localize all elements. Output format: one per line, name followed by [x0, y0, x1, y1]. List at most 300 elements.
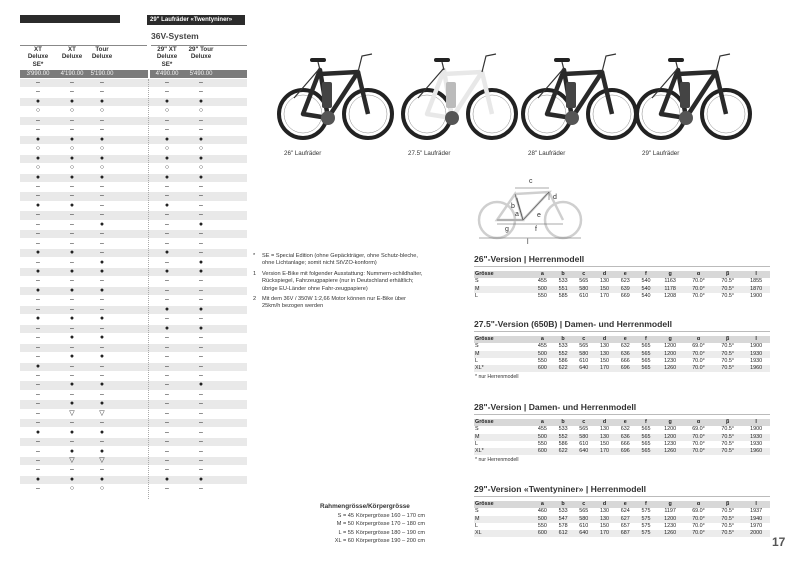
spec-cell: ●	[99, 353, 105, 361]
spec-cell: –	[70, 230, 74, 238]
spec-cell: –	[199, 334, 203, 342]
model-header-line: SE*	[32, 60, 44, 68]
geometry-cell: 1940	[742, 516, 770, 523]
size-code: L = 55	[338, 529, 354, 536]
geometry-cell: 622	[553, 448, 574, 455]
spec-cell: ●	[69, 268, 75, 275]
geometry-cell: 552	[553, 434, 574, 441]
geometry-header-row	[474, 271, 770, 278]
geometry-cell: 610	[579, 522, 589, 529]
spec-cell: ●	[69, 334, 75, 342]
spec-row	[20, 400, 247, 408]
geometry-header-cell: a	[532, 501, 553, 508]
spec-cell: –	[36, 277, 40, 285]
spec-cell: –	[165, 343, 169, 351]
geometry-cell: 565	[641, 343, 651, 350]
spec-cell: –	[199, 466, 203, 474]
spec-row	[20, 277, 247, 285]
spec-cell: ●	[99, 286, 105, 294]
geometry-cell: S	[475, 426, 479, 433]
geometry-cell: 70.0°	[684, 365, 713, 372]
spec-cell: –	[199, 230, 203, 238]
spec-cell: –	[100, 419, 104, 427]
spec-cell: ○	[164, 164, 170, 172]
spec-cell: –	[36, 116, 40, 124]
geometry-cell: 1930	[750, 357, 763, 364]
page-number: 17	[772, 535, 786, 549]
footnote-text: SE = Special Edition (ohne Gepäckträger, ohne Schutz-bleche, ohne Lichtanlage; somit nicht StVZO-konform)	[262, 253, 418, 267]
spec-cell: –	[36, 400, 40, 408]
geometry-cell: 585	[558, 292, 568, 299]
footnote-text: Mit dem 36V / 350W 1:2,66 Motor können nur E-Bike über 25km/h bezogen werden	[262, 296, 406, 310]
geometry-letter: e	[537, 212, 541, 219]
spec-row	[20, 79, 247, 87]
spec-cell: ●	[99, 315, 105, 323]
system-title: 36V-System	[151, 31, 199, 41]
spec-row	[20, 192, 247, 200]
spec-cell: ○	[69, 107, 75, 115]
geometry-cell: 666	[620, 440, 630, 447]
geometry-row	[474, 434, 770, 441]
geometry-cell: 640	[573, 365, 594, 372]
footnotes	[253, 253, 423, 314]
geometry-cell: 540	[641, 278, 651, 285]
geometry-cell: 540	[641, 292, 651, 299]
spec-cell: –	[100, 126, 104, 134]
spec-cell: ●	[164, 135, 170, 143]
geometry-cell: 600	[532, 365, 553, 372]
spec-cell: ○	[35, 145, 41, 153]
geometry-row	[474, 278, 770, 285]
spec-cell: ●	[35, 362, 41, 370]
spec-cell: –	[199, 116, 203, 124]
spec-cell: –	[165, 79, 169, 86]
geometry-header-cell: Grösse	[474, 271, 532, 278]
geometry-cell: 632	[620, 343, 630, 350]
geometry-letter: b	[511, 203, 515, 210]
spec-cell: ●	[35, 286, 41, 294]
geometry-cell: 575	[641, 522, 651, 529]
geometry-cell: 627	[615, 516, 636, 523]
geometry-cell: 1855	[750, 278, 763, 285]
geometry-cell: M	[474, 516, 532, 523]
spec-cell: –	[100, 296, 104, 304]
geometry-cell: L	[475, 357, 478, 364]
spec-row	[20, 221, 247, 229]
spec-cell: –	[70, 324, 74, 332]
spec-cell: –	[36, 192, 40, 200]
spec-cell: –	[70, 296, 74, 304]
spec-row	[20, 353, 247, 361]
size-chart-row	[318, 537, 438, 545]
spec-cell: –	[36, 419, 40, 427]
geometry-cell: 1970	[750, 522, 763, 529]
spec-row	[20, 211, 247, 219]
spec-cell: –	[165, 211, 169, 219]
geometry-header-cell: a	[532, 419, 553, 426]
spec-cell: –	[165, 466, 169, 474]
spec-cell: –	[100, 230, 104, 238]
bike-caption: 26" Laufräder	[284, 150, 322, 157]
model-header-line: Deluxe	[61, 53, 83, 61]
spec-cell: –	[70, 371, 74, 379]
geometry-header-cell: d	[594, 501, 615, 508]
spec-cell: ●	[99, 258, 105, 266]
size-chart-row	[318, 520, 438, 528]
geometry-cell: 696	[615, 365, 636, 372]
geometry-cell: 150	[600, 357, 610, 364]
geometry-cell: 150	[594, 286, 615, 293]
geometry-header-cell: b	[553, 501, 574, 508]
spec-cell: ●	[99, 220, 105, 228]
geometry-cell: 533	[558, 508, 568, 515]
spec-cell: –	[70, 419, 74, 427]
diagram-bike-silhouette	[479, 192, 581, 238]
geometry-cell: 1230	[664, 440, 677, 447]
geometry-header-cell: a	[532, 271, 553, 278]
geometry-cell: 547	[553, 516, 574, 523]
geometry-header-cell: β	[713, 501, 742, 508]
spec-cell: –	[165, 315, 169, 323]
geometry-cell: 70.0°	[692, 357, 705, 364]
spec-cell: –	[36, 343, 40, 351]
spec-cell: –	[70, 182, 74, 190]
spec-cell: –	[70, 390, 74, 398]
spec-cell: –	[165, 182, 169, 190]
size-range: Körpergrösse 170 – 180 cm	[356, 521, 426, 528]
spec-cell: ●	[198, 97, 204, 105]
geometry-header-cell: d	[594, 336, 615, 343]
spec-cell: –	[36, 381, 40, 389]
model-price: 4'490.00	[155, 71, 179, 77]
spec-row	[20, 249, 247, 257]
spec-cell: –	[199, 447, 203, 455]
spec-cell: –	[36, 466, 40, 474]
spec-cell: –	[36, 88, 40, 96]
geometry-cell: 130	[600, 278, 610, 285]
geometry-cell: 130	[594, 516, 615, 523]
spec-cell: ●	[99, 97, 105, 105]
spec-row	[20, 315, 247, 323]
spec-cell: –	[70, 305, 74, 313]
geometry-cell: 69.0°	[692, 343, 705, 350]
spec-cell: –	[165, 390, 169, 398]
size-range: Körpergrösse 160 – 170 cm	[356, 513, 426, 519]
geometry-cell: 1260	[656, 448, 684, 455]
geometry-cell: 455	[537, 426, 547, 433]
geometry-cell: 612	[553, 530, 574, 537]
spec-cell: ●	[164, 324, 170, 332]
spec-cell: ○	[99, 145, 105, 153]
header-dark-bar	[20, 15, 120, 23]
spec-cell: ●	[198, 381, 204, 389]
geometry-row	[474, 293, 770, 300]
geometry-cell: 610	[579, 440, 589, 447]
geometry-cell: 1200	[664, 426, 677, 433]
spec-cell: –	[100, 192, 104, 200]
geometry-cell: 170	[600, 292, 610, 299]
spec-cell: ●	[99, 428, 105, 436]
footnote-text: Version E-Bike mit folgender Ausstattung: Nummern-schildhalter, Rückspiegel, Fahrzeugpapiere (nur in Deutschland erhältlich; übrige EU-Länder ohne Fahr-zeugpapiere)	[262, 270, 423, 292]
geometry-table-rule	[474, 331, 770, 332]
size-chart-row	[318, 512, 438, 520]
geometry-header-cell: f	[636, 271, 657, 278]
geometry-cell: 70.0°	[684, 434, 713, 441]
geometry-cell: 1178	[656, 286, 684, 293]
geometry-cell: 130	[600, 508, 610, 515]
spec-cell: –	[199, 419, 203, 427]
spec-cell: ●	[35, 268, 41, 275]
spec-row	[20, 476, 247, 484]
geometry-row	[474, 516, 770, 523]
geometry-cell: XL*	[474, 365, 532, 372]
spec-cell: ●	[69, 315, 75, 323]
footnote-mark: 1	[253, 270, 257, 277]
geometry-row	[474, 286, 770, 293]
geometry-header-row	[474, 419, 770, 426]
geometry-table-footnote: * nur Herrenmodell	[475, 373, 519, 380]
geometry-header-cell: α	[684, 419, 713, 426]
geometry-row	[474, 426, 770, 433]
geometry-cell: L	[475, 292, 478, 299]
geometry-cell: M	[474, 351, 532, 358]
spec-row	[20, 344, 247, 352]
spec-cell: ○	[99, 485, 105, 493]
geometry-cell: 669	[620, 292, 630, 299]
geometry-cell: 1930	[742, 351, 770, 358]
spec-cell: –	[100, 343, 104, 351]
spec-row	[20, 466, 247, 474]
geometry-header-cell: b	[553, 336, 574, 343]
spec-cell: ●	[164, 249, 170, 257]
spec-cell: –	[36, 305, 40, 313]
bike-wheel	[403, 90, 516, 138]
geometry-row	[474, 358, 770, 365]
spec-cell: ●	[198, 154, 204, 162]
spec-cell: –	[199, 353, 203, 361]
geometry-cell: 580	[573, 351, 594, 358]
geometry-cell: 170	[594, 448, 615, 455]
geometry-cell: 565	[641, 426, 651, 433]
spec-cell: –	[70, 88, 74, 96]
spec-cell: –	[36, 334, 40, 342]
geometry-table-title: 26"-Version | Herrenmodell	[474, 254, 585, 264]
spec-cell: ○	[99, 107, 105, 115]
spec-cell: –	[100, 249, 104, 257]
spec-cell: –	[100, 201, 104, 209]
spec-cell: ●	[164, 475, 170, 483]
geometry-cell: 624	[620, 508, 630, 515]
geometry-header-cell: Grösse	[474, 419, 532, 426]
geometry-table-title: 27.5"-Version (650B) | Damen- und Herrenmodell	[474, 319, 672, 329]
geometry-cell: 565	[636, 365, 657, 372]
spec-cell: –	[70, 466, 74, 474]
model-header-line: Deluxe	[27, 53, 49, 61]
bike-illustration	[276, 38, 394, 148]
spec-cell: –	[100, 88, 104, 96]
spec-cell: ●	[69, 135, 75, 143]
geometry-header-cell: d	[594, 419, 615, 426]
spec-cell: –	[199, 211, 203, 219]
geometry-letter: c	[529, 178, 533, 185]
spec-cell: ○	[198, 145, 204, 153]
geometry-cell: 586	[558, 357, 568, 364]
spec-cell: –	[100, 438, 104, 446]
model-header-line: Deluxe	[91, 53, 113, 61]
spec-cell: –	[36, 371, 40, 379]
spec-cell: –	[165, 438, 169, 446]
spec-cell: –	[70, 362, 74, 370]
spec-cell: ○	[69, 164, 75, 172]
spec-cell: –	[165, 381, 169, 389]
geometry-cell: 1200	[656, 434, 684, 441]
geometry-table-rule	[474, 496, 770, 497]
geometry-cell: 70.0°	[684, 351, 713, 358]
spec-cell: ●	[69, 400, 75, 408]
size-range: Körpergrösse 190 – 200 cm	[356, 538, 426, 545]
spec-cell: –	[36, 353, 40, 361]
spec-cell: –	[70, 116, 74, 124]
geometry-cell: M	[474, 434, 532, 441]
geometry-cell: 565	[641, 440, 651, 447]
spec-row	[20, 457, 247, 465]
spec-cell: –	[70, 220, 74, 228]
geometry-cell: 69.0°	[692, 508, 705, 515]
geometry-cell: 1900	[750, 343, 763, 350]
spec-cell: –	[165, 447, 169, 455]
geometry-table	[474, 336, 770, 372]
geometry-table-footnote: * nur Herrenmodell	[475, 456, 519, 463]
spec-cell: ●	[35, 249, 41, 257]
spec-cell: –	[165, 353, 169, 361]
geometry-table	[474, 501, 770, 537]
spec-cell: ●	[35, 315, 41, 323]
geometry-cell: 657	[620, 522, 630, 529]
spec-cell: –	[36, 485, 40, 493]
geometry-cell: 586	[558, 440, 568, 447]
spec-cell: –	[199, 126, 203, 134]
spec-cell: ●	[198, 475, 204, 483]
geometry-row	[474, 530, 770, 537]
geometry-cell: 565	[636, 448, 657, 455]
spec-row	[20, 363, 247, 371]
spec-cell: –	[36, 182, 40, 190]
geometry-cell: 1200	[664, 343, 677, 350]
geometry-cell: 666	[620, 357, 630, 364]
geometry-row	[474, 351, 770, 358]
geometry-header-cell: Grösse	[474, 501, 532, 508]
spec-cell: –	[199, 201, 203, 209]
spec-cell: ●	[69, 353, 75, 361]
geometry-row	[474, 448, 770, 455]
spec-cell: –	[165, 258, 169, 266]
size-range: Körpergrösse 180 – 190 cm	[356, 529, 426, 536]
spec-cell: –	[100, 371, 104, 379]
geometry-header-cell: l	[742, 271, 770, 278]
spec-cell: –	[165, 296, 169, 304]
geometry-cell: 70.5°	[721, 426, 734, 433]
spec-cell: –	[165, 362, 169, 370]
geometry-cell: 70.5°	[721, 357, 734, 364]
spec-row	[20, 88, 247, 96]
spec-cell: ●	[99, 334, 105, 342]
spec-cell: ●	[198, 173, 204, 181]
geometry-cell: 580	[573, 286, 594, 293]
geometry-cell: 565	[579, 426, 589, 433]
spec-cell: –	[165, 409, 169, 417]
geometry-cell: 565	[636, 351, 657, 358]
spec-cell: –	[100, 239, 104, 247]
spec-cell: –	[165, 230, 169, 238]
spec-cell: –	[70, 211, 74, 219]
spec-cell: –	[100, 362, 104, 370]
spec-cell: –	[199, 362, 203, 370]
geometry-cell: 550	[537, 440, 547, 447]
geometry-header-row	[474, 336, 770, 343]
geometry-cell: 640	[573, 530, 594, 537]
geometry-header-cell: β	[713, 271, 742, 278]
geometry-table	[474, 271, 770, 300]
spec-cell: –	[165, 428, 169, 436]
spec-cell: –	[165, 457, 169, 464]
geometry-row	[474, 508, 770, 515]
geometry-cell: M	[474, 286, 532, 293]
spec-cell: –	[165, 286, 169, 294]
spec-cell: –	[100, 324, 104, 332]
spec-cell: –	[199, 438, 203, 446]
model-header	[149, 46, 185, 68]
spec-cell: ▽	[99, 409, 105, 417]
geometry-cell: 70.0°	[692, 440, 705, 447]
spec-cell: ●	[35, 154, 41, 162]
spec-cell: ●	[99, 173, 105, 181]
spec-row	[20, 259, 247, 267]
spec-cell: –	[199, 390, 203, 398]
geometry-header-cell: e	[615, 419, 636, 426]
bike-caption: 28" Laufräder	[528, 150, 566, 157]
geometry-cell: 610	[579, 292, 589, 299]
spec-cell: –	[70, 239, 74, 247]
geometry-cell: 70.5°	[721, 508, 734, 515]
spec-cell: ○	[164, 145, 170, 153]
spec-cell: –	[100, 277, 104, 285]
geometry-header-cell: β	[713, 419, 742, 426]
geometry-cell: 1930	[742, 434, 770, 441]
geometry-letter: f	[535, 226, 537, 233]
geometry-header-cell: l	[742, 419, 770, 426]
geometry-header-cell: g	[656, 501, 684, 508]
model-header-line: Deluxe	[156, 53, 178, 61]
spec-cell: –	[165, 419, 169, 427]
geometry-cell: 500	[532, 351, 553, 358]
geometry-cell: 687	[615, 530, 636, 537]
geometry-cell: 1163	[664, 278, 676, 285]
geometry-header-cell: Grösse	[474, 336, 532, 343]
geometry-letter: l	[527, 239, 529, 246]
geometry-table	[474, 419, 770, 455]
geometry-cell: 1208	[664, 292, 677, 299]
geometry-cell: 70.5°	[721, 522, 734, 529]
geometry-header-cell: f	[636, 419, 657, 426]
geometry-row	[474, 441, 770, 448]
spec-cell: –	[36, 324, 40, 332]
geometry-cell: 632	[620, 426, 630, 433]
geometry-cell: 550	[537, 522, 547, 529]
spec-cell: ○	[198, 164, 204, 172]
model-header-line: XT	[68, 46, 76, 53]
geometry-cell: 1900	[750, 292, 763, 299]
geometry-cell: 70.5°	[721, 440, 734, 447]
